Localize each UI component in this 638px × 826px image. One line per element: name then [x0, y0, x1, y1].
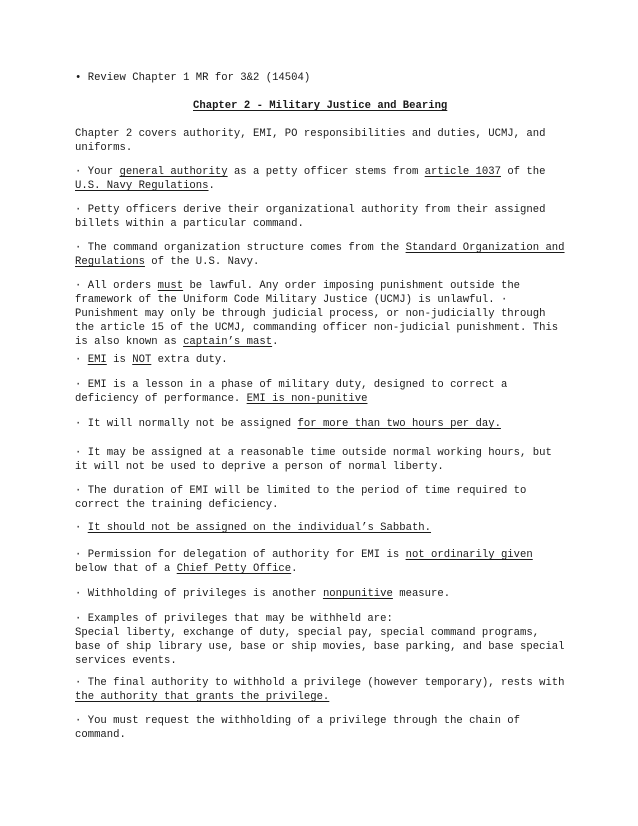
chapter-heading: Chapter 2 - Military Justice and Bearing: [193, 100, 448, 112]
paragraph-withholding: · Withholding of privileges is another nonpunitive measure.: [75, 588, 451, 600]
paragraph-chain-of-command: · You must request the withholding of a privilege through the chain of command.: [75, 715, 521, 741]
paragraph-emi-lesson: · EMI is a lesson in a phase of military duty, designed to correct a deficiency of performance. EMI is non-punitive: [75, 379, 508, 405]
paragraph-lawful-orders: · All orders must be lawful. Any order imposing punishment outside the framework of the Uniform Code Military Justice (UCMJ) is unlawful. · Punishment may only be through judicial process, or non-judicially through the article 15 of the UCMJ, commanding officer non-judicial punishment. This is also known as captain’s mast.: [75, 280, 559, 348]
paragraph-emi-not-extra-duty: · EMI is NOT extra duty.: [75, 354, 228, 366]
paragraph-duration: · The duration of EMI will be limited to the period of time required to correct the training deficiency.: [75, 485, 527, 511]
intro-paragraph: Chapter 2 covers authority, EMI, PO responsibilities and duties, UCMJ, and uniforms.: [75, 128, 546, 154]
paragraph-two-hours: · It will normally not be assigned for more than two hours per day.: [75, 418, 501, 430]
review-line: • Review Chapter 1 MR for 3&2 (14504): [75, 72, 311, 84]
paragraph-working-hours: · It may be assigned at a reasonable time outside normal working hours, but it will not be used to deprive a person of normal liberty.: [75, 447, 552, 473]
paragraph-final-authority: · The final authority to withhold a privilege (however temporary), rests with the authority that grants the privilege.: [75, 677, 565, 703]
paragraph-sabbath: · It should not be assigned on the individual’s Sabbath.: [75, 522, 432, 534]
paragraph-command-structure: · The command organization structure comes from the Standard Organization and Regulations of the U.S. Navy.: [75, 242, 565, 268]
paragraph-delegation: · Permission for delegation of authority for EMI is not ordinarily given below that of a Chief Petty Office.: [75, 549, 533, 575]
paragraph-organizational-authority: · Petty officers derive their organizational authority from their assigned billets within a particular command.: [75, 204, 546, 230]
paragraph-general-authority: · Your general authority as a petty officer stems from article 1037 of the U.S. Navy Regulations.: [75, 166, 546, 192]
paragraph-privilege-examples: · Examples of privileges that may be withheld are: Special liberty, exchange of duty, special pay, special command programs, base of ship library use, base or ship movies, base parking, and base special services events.: [75, 613, 565, 667]
